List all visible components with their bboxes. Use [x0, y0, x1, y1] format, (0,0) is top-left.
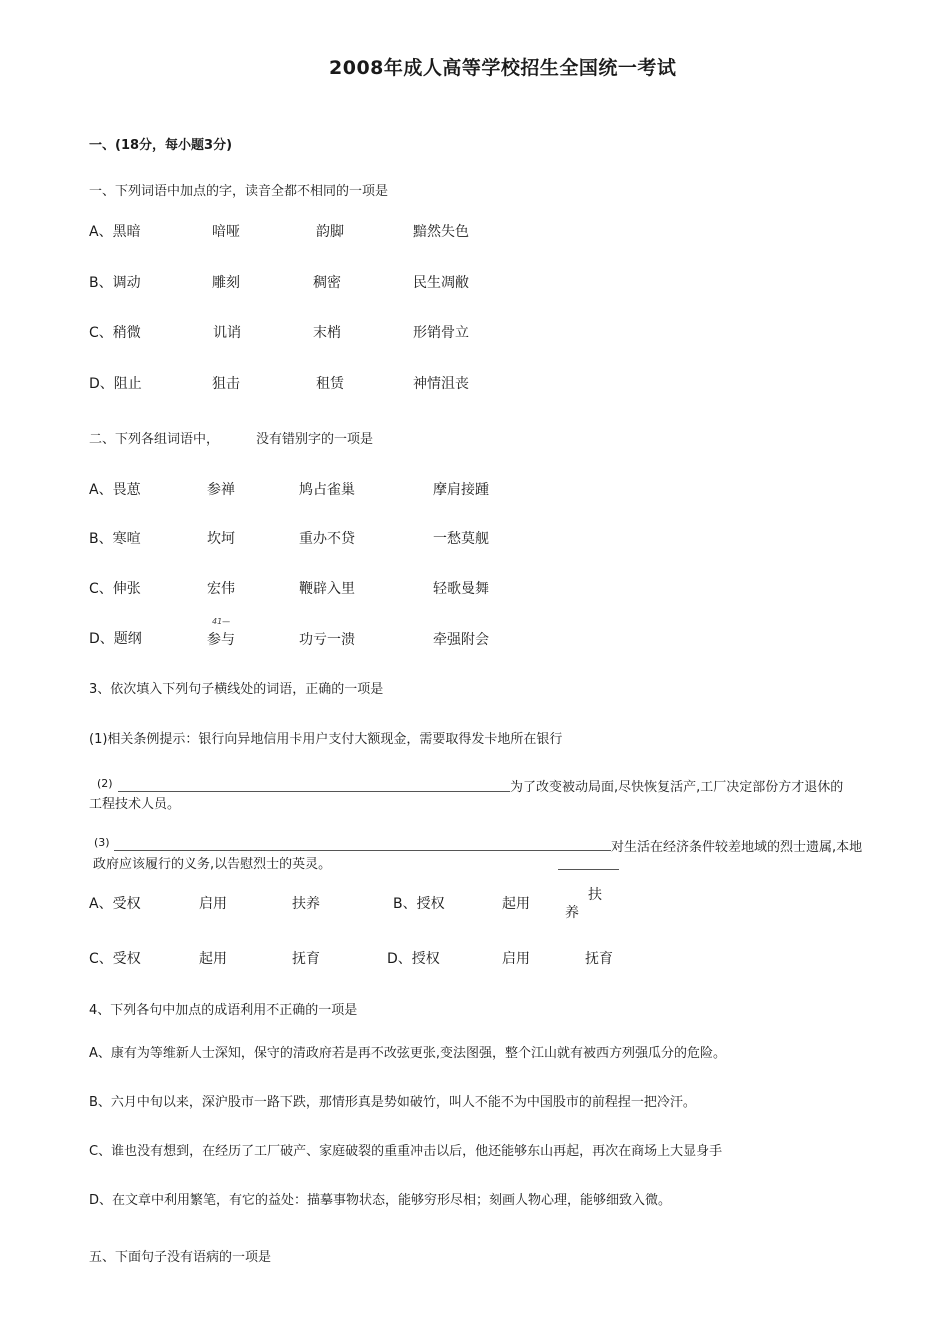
- option-label: A、黑暗: [89, 224, 141, 240]
- option-word: 韵脚: [316, 224, 344, 240]
- option-word: 喑哑: [212, 224, 240, 240]
- option-label: A、受权: [89, 896, 141, 912]
- page-title: 2008年成人高等学校招生全国统一考试: [329, 57, 677, 79]
- question-3-sentence-2-cont: 工程技术人员。: [89, 797, 181, 812]
- question-3-stem: 3、依次填入下列句子横线处的词语，正确的一项是: [89, 682, 384, 697]
- option-label: D、授权: [387, 951, 440, 967]
- option-word: 起用: [199, 951, 227, 967]
- option-word: 牵强附会: [433, 632, 489, 648]
- question-3-sentence-3: 对生活在经济条件较差地域的烈士遗属,本地: [611, 840, 863, 855]
- option-word: 参禅: [207, 482, 235, 498]
- option-word: 鞭辟入里: [299, 581, 355, 597]
- option-word: 启用: [199, 896, 227, 912]
- option-word: 坎坷: [207, 531, 235, 547]
- option-word: 扶: [588, 887, 602, 903]
- option-label: C、稍微: [89, 325, 141, 341]
- question-4-option-d: D、在文章中利用繁笔，有它的益处：描摹事物状态，能够穷形尽相；刻画人物心理，能够细致入微。: [89, 1193, 672, 1208]
- question-3-sentence-2: 为了改变被动局面,尽快恢复活产,工厂决定部份方才退休的: [510, 780, 844, 795]
- question-4-option-c: C、谁也没有想到，在经历了工厂破产、家庭破裂的重重冲击以后，他还能够东山再起，再次在商场上大显身手: [89, 1144, 723, 1159]
- option-label: B、授权: [393, 896, 445, 912]
- option-word: 功亏一溃: [299, 632, 355, 648]
- option-word: 摩肩接踵: [433, 482, 489, 498]
- option-label: C、受权: [89, 951, 141, 967]
- option-word: 扶养: [292, 896, 320, 912]
- option-word: 鸠占雀巢: [299, 482, 355, 498]
- option-label: B、寒喧: [89, 531, 141, 547]
- question-4-option-a: A、康有为等维新人士深知，保守的清政府若是再不改弦更张,变法图强，整个江山就有被西方列强瓜分的危险。: [89, 1046, 727, 1061]
- option-word: 起用: [502, 896, 530, 912]
- option-label: B、调动: [89, 275, 141, 291]
- option-word: 雕刻: [212, 275, 240, 291]
- option-word: 启用: [502, 951, 530, 967]
- option-label: D、阻止: [89, 376, 142, 392]
- option-word: 参与: [207, 632, 235, 648]
- option-word: 讥诮: [213, 325, 241, 341]
- option-word: 稠密: [313, 275, 341, 291]
- option-word: 抚育: [292, 951, 320, 967]
- option-word: 末梢: [313, 325, 341, 341]
- question-3-sentence-1: (1)相关条例提示：银行向异地信用卡用户支付大额现金，需要取得发卡地所在银行: [89, 732, 563, 747]
- question-1-stem: 一、下列词语中加点的字，读音全都不相同的一项是: [89, 184, 389, 199]
- option-word: 狙击: [212, 376, 240, 392]
- option-word: 一愁莫舰: [433, 531, 489, 547]
- question-4-option-b: B、六月中旬以来，深沪股市一路下跌，那情形真是势如破竹，叫人不能不为中国股市的前程捏一把冷汗。: [89, 1095, 696, 1110]
- option-word: 抚育: [585, 951, 613, 967]
- section-heading: 一、(18分，每小题3分): [89, 138, 233, 153]
- question-2-stem-tail: 没有错别字的一项是: [256, 432, 374, 447]
- question-2-stem: 二、下列各组词语中，: [89, 432, 220, 447]
- option-word: 养: [565, 905, 579, 921]
- sentence-number: (3): [94, 836, 110, 849]
- option-word: 民生凋敝: [413, 275, 469, 291]
- fill-blank-line: [114, 850, 611, 851]
- fill-blank-line: [118, 791, 510, 792]
- page-number-note: 41—: [212, 617, 231, 626]
- option-word: 形销骨立: [413, 325, 469, 341]
- option-word: 神情沮丧: [413, 376, 469, 392]
- option-label: A、畏葸: [89, 482, 141, 498]
- question-3-sentence-3-cont: 政府应该履行的义务,以告慰烈士的英灵。: [93, 857, 332, 872]
- option-word: 租赁: [316, 376, 344, 392]
- question-5-stem: 五、下面句子没有语病的一项是: [89, 1250, 272, 1265]
- option-word: 轻歌曼舞: [433, 581, 489, 597]
- sentence-number: (2): [97, 777, 113, 790]
- option-word: 重办不贷: [299, 531, 355, 547]
- fill-blank-line: [558, 869, 619, 870]
- option-word: 黯然失色: [413, 224, 469, 240]
- question-4-stem: 4、下列各句中加点的成语利用不正确的一项是: [89, 1003, 358, 1018]
- option-label: D、题纲: [89, 631, 142, 647]
- option-word: 宏伟: [207, 581, 235, 597]
- option-label: C、伸张: [89, 581, 141, 597]
